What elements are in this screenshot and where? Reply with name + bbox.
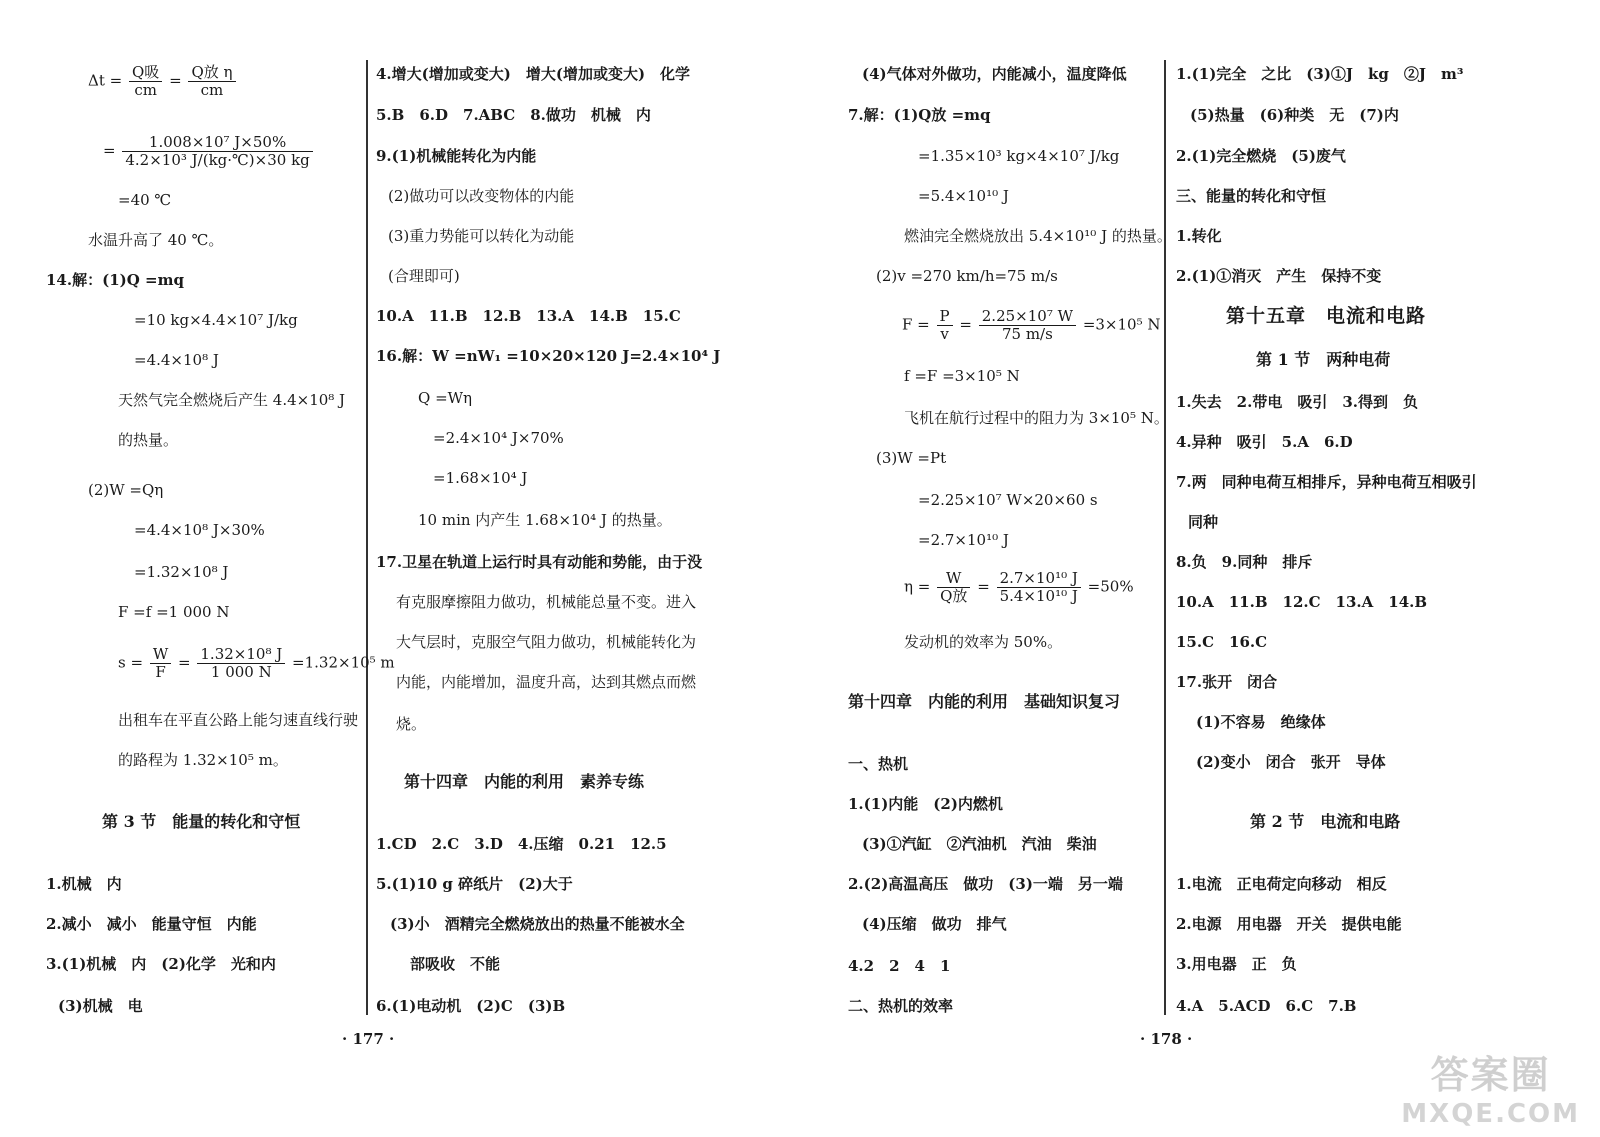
text-line: 4.A 5.ACD 6.C 7.B — [1176, 997, 1357, 1015]
formula-dt: Δt = $\frac{\text{Q吸}}{cm}$ = $\frac{\text{Q放 η}}{cm}$ — [88, 64, 238, 99]
section-heading: 第 2 节 电流和电路 — [1250, 812, 1401, 831]
text-line: 出租车在平直公路上能匀速直线行驶 — [118, 711, 359, 729]
text-line: 17.卫星在轨道上运行时具有动能和势能，由于没 — [376, 553, 703, 571]
text-line: (3)W =Pt — [876, 449, 947, 467]
formula-eta: η = $\frac{W}{\text{Q放}}$ = $\frac{\text{2.7×10¹⁰ J}}{\text{5.4×10¹⁰ J}}$ =50% — [904, 569, 1134, 605]
formula-F: F = $\frac{P}{v}$ = $\frac{\text{2.25×10⁷ W}}{75 m/s}$ =3×10⁵ N — [902, 307, 1161, 343]
text-line: 15.C 16.C — [1176, 633, 1268, 651]
text-line: 4.异种 吸引 5.A 6.D — [1176, 433, 1353, 451]
watermark-logo — [1401, 1044, 1580, 1129]
text-line: 的热量。 — [118, 431, 179, 449]
text-line: (3)①汽缸 ②汽油机 汽油 柴油 — [862, 835, 1097, 853]
text-line: (合理即可) — [388, 267, 460, 285]
subsection-heading: 三、能量的转化和守恒 — [1176, 187, 1327, 205]
text-line: 7.两 同种电荷互相排斥，异种电荷互相吸引 — [1176, 473, 1477, 491]
text-line: 同种 — [1188, 513, 1219, 531]
text-line: 1.(1)内能 (2)内燃机 — [848, 795, 1003, 813]
text-line: =4.4×10⁸ J — [134, 351, 219, 369]
text-line: (2)W =Qη — [88, 481, 164, 499]
text-line: 8.负 9.同种 排斥 — [1176, 553, 1313, 571]
text-line: 5.B 6.D 7.ABC 8.做功 机械 内 — [376, 106, 651, 124]
text-line: =5.4×10¹⁰ J — [918, 187, 1009, 205]
text-line: 1.失去 2.带电 吸引 3.得到 负 — [1176, 393, 1418, 411]
watermark-title: 答案圈 — [1430, 1053, 1551, 1097]
text-line: 飞机在航行过程中的阻力为 3×10⁵ N。 — [904, 409, 1169, 427]
text-line: 2.电源 用电器 开关 提供电能 — [1176, 915, 1402, 933]
text-line: 2.(2)高温高压 做功 (3)一端 另一端 — [848, 875, 1123, 893]
text-line: =1.32×10⁸ J — [134, 563, 229, 581]
text-line: 3.用电器 正 负 — [1176, 955, 1297, 973]
page-number-left: · 177 · — [342, 1030, 395, 1048]
text-line: 9.(1)机械能转化为内能 — [376, 147, 537, 165]
section-heading: 第 3 节 能量的转化和守恒 — [102, 812, 301, 831]
text-line: f =F =3×10⁵ N — [904, 367, 1020, 385]
text-line: 2.(1)①消灭 产生 保持不变 — [1176, 267, 1382, 285]
text-line: =1.68×10⁴ J — [433, 469, 528, 487]
subsection-heading: 一、热机 — [848, 755, 909, 773]
section-heading: 第十四章 内能的利用 素养专练 — [404, 772, 645, 791]
text-line: 5.(1)10 g 碎纸片 (2)大于 — [376, 875, 573, 893]
text-line: 内能，内能增加，温度升高，达到其燃点而燃 — [396, 673, 697, 691]
text-line: 2.减小 减小 能量守恒 内能 — [46, 915, 257, 933]
answer-14: 14.解：(1)Q =mq — [46, 271, 184, 289]
subsection-heading: 二、热机的效率 — [848, 997, 954, 1015]
text-line: (2)v =270 km/h=75 m/s — [876, 267, 1058, 285]
text-line: Q =Wη — [418, 389, 473, 407]
text-line: 3.(1)机械 内 (2)化学 光和内 — [46, 955, 276, 973]
watermark-url: MXQE.COM — [1401, 1099, 1580, 1129]
text-line: 1.电流 正电荷定向移动 相反 — [1176, 875, 1387, 893]
chapter-title: 第十五章 电流和电路 — [1226, 305, 1427, 327]
text-line: F =f =1 000 N — [118, 603, 230, 621]
text-line: 发动机的效率为 50%。 — [904, 633, 1063, 651]
text-line: (1)不容易 绝缘体 — [1196, 713, 1326, 731]
column-divider-left — [366, 60, 368, 1015]
answer-7: 7.解：(1)Q放 =mq — [848, 106, 991, 124]
text-line: 大气层时，克服空气阻力做功，机械能转化为 — [396, 633, 697, 651]
text-line: 4.增大(增加或变大) 增大(增加或变大) 化学 — [376, 65, 691, 83]
text-line: 4.2 2 4 1 — [848, 957, 951, 975]
column-divider-right — [1164, 60, 1166, 1015]
section-heading: 第十四章 内能的利用 基础知识复习 — [848, 692, 1121, 711]
text-line: =1.35×10³ kg×4×10⁷ J/kg — [918, 147, 1120, 165]
formula-s: s = $\frac{W}{F}$ = $\frac{\text{1.32×10⁸ J}}{1 000 N}$ =1.32×10⁵ m — [118, 645, 395, 681]
text-line: =4.4×10⁸ J×30% — [134, 521, 265, 539]
text-line: 的路程为 1.32×10⁵ m。 — [118, 751, 288, 769]
text-line: (2)变小 闭合 张开 导体 — [1196, 753, 1386, 771]
text-line: =2.7×10¹⁰ J — [918, 531, 1009, 549]
text-line: 天然气完全燃烧后产生 4.4×10⁸ J — [118, 391, 346, 409]
formula-dt-values: = $\frac{\text{1.008×10⁷ J×50\%}}{\text{4.2×10³ J/(kg·℃)×30 kg}}$ — [103, 134, 315, 169]
page-number-right: · 178 · — [1140, 1030, 1193, 1048]
text-line: 16.解：W =nW₁ =10×20×120 J=2.4×10⁴ J — [376, 347, 721, 365]
text-line: (4)压缩 做功 排气 — [862, 915, 1007, 933]
text-line: 水温升高了 40 ℃。 — [88, 231, 224, 249]
text-line: 1.(1)完全 之比 (3)①J kg ②J m³ — [1176, 65, 1464, 83]
text-line: 10.A 11.B 12.C 13.A 14.B — [1176, 593, 1428, 611]
text-line: =10 kg×4.4×10⁷ J/kg — [134, 311, 298, 329]
text-line: (2)做功可以改变物体的内能 — [388, 187, 575, 205]
text-line: 燃油完全燃烧放出 5.4×10¹⁰ J 的热量。 — [904, 227, 1172, 245]
text-line: 2.(1)完全燃烧 (5)废气 — [1176, 147, 1346, 165]
text-line: 1.CD 2.C 3.D 4.压缩 0.21 12.5 — [376, 835, 667, 853]
text-line: =2.25×10⁷ W×20×60 s — [918, 491, 1098, 509]
text-line: =2.4×10⁴ J×70% — [433, 429, 564, 447]
section-heading: 第 1 节 两种电荷 — [1256, 350, 1391, 369]
text-line: 10 min 内产生 1.68×10⁴ J 的热量。 — [418, 511, 672, 529]
text-line: 6.(1)电动机 (2)C (3)B — [376, 997, 566, 1015]
text-line: (4)气体对外做功，内能减小，温度降低 — [862, 65, 1127, 83]
text-line: =40 ℃ — [118, 191, 172, 209]
text-line: 1.机械 内 — [46, 875, 122, 893]
text-line: 有克服摩擦阻力做功，机械能总量不变。进入 — [396, 593, 697, 611]
text-line: 10.A 11.B 12.B 13.A 14.B 15.C — [376, 307, 681, 325]
text-line: (3)重力势能可以转化为动能 — [388, 227, 575, 245]
text-line: 部吸收 不能 — [410, 955, 501, 973]
text-line: (3)小 酒精完全燃烧放出的热量不能被水全 — [390, 915, 685, 933]
text-line: (3)机械 电 — [58, 997, 143, 1015]
text-line: 1.转化 — [1176, 227, 1222, 245]
text-line: 17.张开 闭合 — [1176, 673, 1278, 691]
text-line: 烧。 — [396, 715, 427, 733]
text-line: (5)热量 (6)种类 无 (7)内 — [1190, 106, 1399, 124]
